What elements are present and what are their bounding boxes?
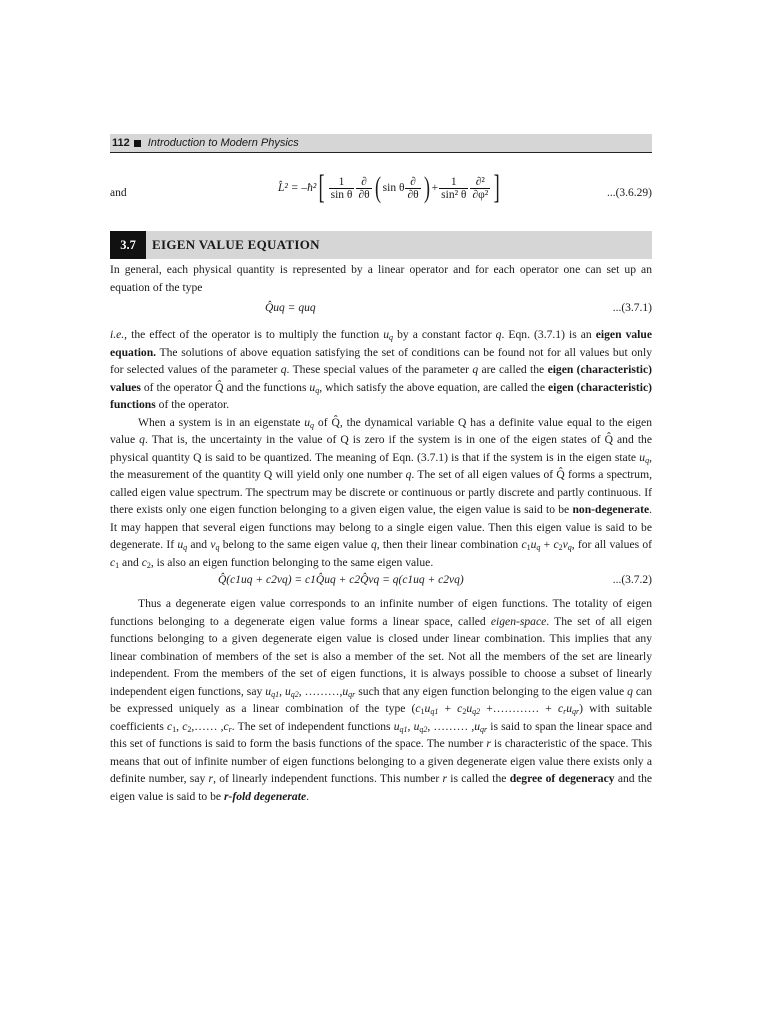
fraction-d2: $\frac{\partial}{\partial\theta}$ [407, 175, 419, 201]
term-eigen-values: eigen (characteristic) values [110, 363, 652, 394]
equation-number: ...(3.7.2) [612, 574, 652, 586]
equation-body: Q̂(c1uq + c2vq) = c1Q̂uq + c2Q̂vq = q(c1uq + c2vq) [218, 574, 464, 586]
right-bracket-icon: ] [493, 169, 500, 206]
section-heading [110, 231, 652, 259]
square-bullet-icon [134, 140, 141, 147]
book-page [110, 134, 652, 805]
equation-3-7-2 [110, 571, 652, 595]
equation-lhs: L̂² = –ħ² [278, 182, 317, 194]
left-bracket-icon: [ [318, 169, 326, 206]
fraction-2: $\frac{1}{\text{sin² θ}}$ [441, 175, 467, 201]
equation-3-6-29 [110, 171, 652, 219]
paragraph-intro: In general, each physical quantity is represented by a linear operator and for each operator one can set up an equation of the type [110, 263, 652, 294]
term-r-fold-degenerate: r-fold degenerate [223, 789, 307, 803]
equation-number: ...(3.7.1) [612, 302, 652, 314]
term-non-degenerate: non-degenerate [572, 503, 650, 516]
right-paren-icon: ) [423, 171, 430, 204]
sin-theta: sin θ [382, 182, 405, 194]
fraction-1: $\frac{1}{\text{sin θ}}$ [330, 175, 353, 201]
equation-body [278, 171, 503, 205]
term-eigen-functions: eigen (characteristic) functions [110, 380, 652, 411]
term-degree-of-degeneracy: degree of degeneracy [509, 772, 615, 785]
fraction-d3: $\frac{\text{∂²}}{\text{∂φ²}}$ [472, 175, 489, 201]
equation-number: ...(3.6.29) [606, 187, 652, 199]
paragraph-degeneracy: Thus a degenerate eigen value corresponds to an infinite number of eigen functions. The totality of eigen functions belonging to a degenerate eigen value forms a linear space, called eigen-space. The set of all eigen functions belonging to a given degenerate eigen value is closed under linear combination. This implies that any linear combination of members of the set is also a member of the set. Not all the members of the set are linearly independent. From the members of the set of eigen functions, it is always possible to choose a subset of linearly independent eigen functions, say $u_{q1}$, $u_{q2}$, $\dots\dots\dots,u_{qr}$ such that any eigen function belonging to the eigen value q can be expressed uniquely as a linear combination of the type ($c_1u_{q1} + c_2u_{q2}$ +………… + $c_ru_{qr}$) with suitable coefficients $c_1$, $c_2,\dots\dots$ $,c_r$. The set of independent functions $u_{q1}$, $u_{q2}$, ……… $,u_{qr}$ is said to span the linear space and this set of functions is said to form the basis functions of the space. The number r is characteristic of the space. This means that out of infinite number of eigen functions belonging to a given degenerate eigen value there exists only a definite number, say r, of linearly independent functions. This number r is called the degree of degeneracy and the eigen value is said to be r-fold degenerate. [110, 597, 653, 803]
paragraph-definition: i.e., the effect of the operator is to multiply the function $u_q$ by a constant factor q. Eqn. (3.7.1) is an eigen value equation. The solutions of above equation satisfying the set of conditions can be found not for all values but only for selected values of the parameter q. These special values of the parameter q are called the eigen (characteristic) values of the operator Q̂ and the functions $u_q$, which satisfy the above equation, are called the eigen (characteristic) functions of the operator. [110, 328, 652, 411]
left-paren-icon: ( [374, 171, 381, 204]
plus-sign: + [431, 182, 439, 194]
term-eigen-value-equation: eigen value equation. [110, 328, 652, 359]
fraction-d: $\frac{\partial}{\partial\theta}$ [358, 175, 370, 201]
running-head [110, 134, 652, 153]
section-number: 3.7 [110, 231, 146, 259]
equation-3-7-1 [110, 296, 652, 326]
page-number: 112 [112, 137, 130, 149]
equation-lead-word: and [110, 187, 127, 199]
term-eigen-space: eigen-space [490, 614, 547, 628]
equation-body: Q̂uq = quq [265, 302, 316, 314]
section-title: EIGEN VALUE EQUATION [152, 237, 320, 252]
book-title: Introduction to Modern Physics [147, 137, 299, 149]
paragraph-eigenstate: When a system is in an eigenstate $u_q$ of Q̂, the dynamical variable Q has a definite value equal to the eigen value q. That is, the uncertainty in the value of Q is zero if the system is in one of the eigen states of Q̂ and the physical quantity Q is said to be quantized. The meaning of Eqn. (3.7.1) is that if the system is in the eigen state $u_q$, the measurement of the quantity Q will yield only one number q. The set of all eigen values of Q̂ forms a spectrum, called eigen value spectrum. The spectrum may be discrete or continuous or partly discrete and partly continuous. If there exists only one eigen function belonging to a given eigen value, the eigen value is said to be non-degenerate. It may happen that several eigen functions may belong to a single eigen value. Then this eigen value is said to be degenerate. If $u_q$ and $v_q$ belong to the same eigen value q, then their linear combination $c_1u_q + c_2v_q$, for all values of $c_1$ and $c_2$, is also an eigen function belonging to the same eigen value. [110, 415, 653, 570]
